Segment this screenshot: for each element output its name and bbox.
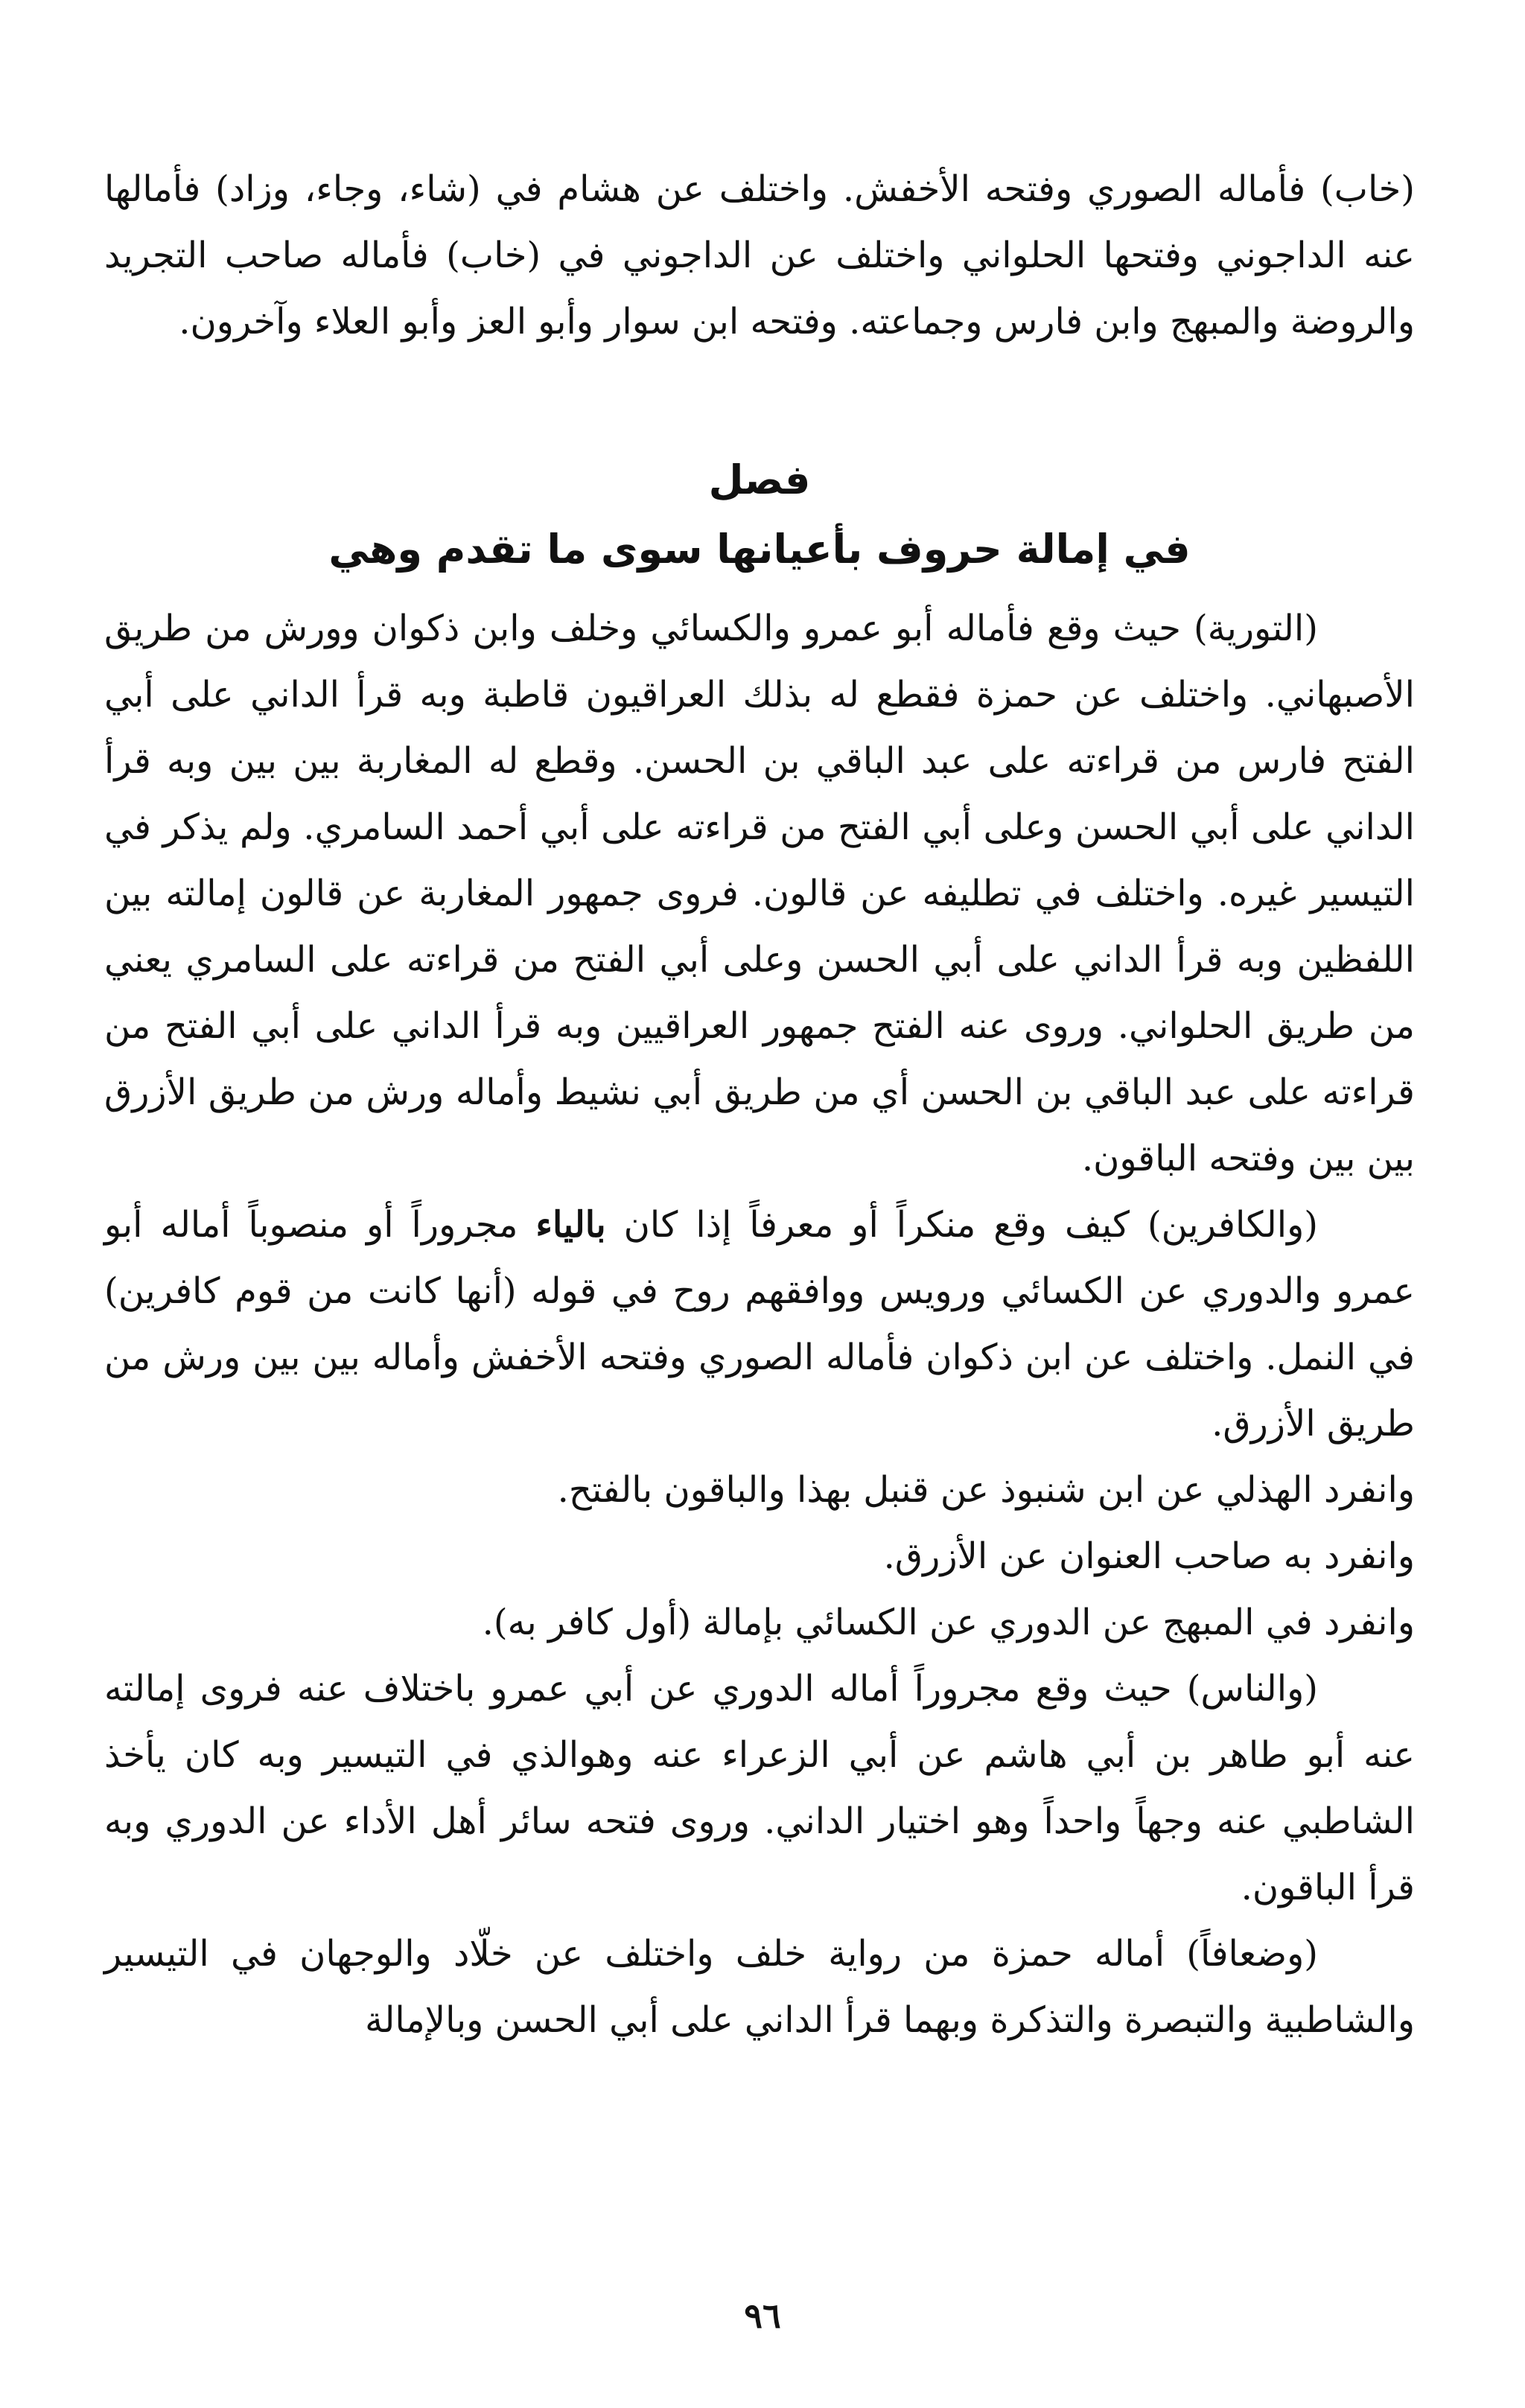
section-subtitle: في إمالة حروف بأعيانها سوى ما تقدم وهي <box>328 526 1191 573</box>
paragraph-unwan: وانفرد به صاحب العنوان عن الأزرق. <box>883 1535 1415 1577</box>
intro-text <box>104 156 1415 355</box>
section-title: فصل <box>708 456 811 503</box>
intro-paragraph: (خاب) فأماله الصوري وفتحه الأخفش. واختلف عن هشام في (شاء، وجاء، وزاد) فأمالها عنه الداجوني وفتحها الحلواني واختلف عن الداجوني في (خاب) فأماله صاحب التجريد والروضة والمبهج وابن فارس وجماعته. وفتحه ابن سوار وأبو العز وأبو العلاء وآخرون. <box>104 168 1415 343</box>
paragraph-tawriya: (التورية) حيث وقع فأماله أبو عمرو والكسائي وخلف وابن ذكوان وورش من طريق الأصبهاني. واختلف عن حمزة فقطع له بذلك العراقيون قاطبة وبه قرأ الداني على أبي الفتح فارس من قراءته على عبد الباقي بن الحسن. وقطع له المغاربة بين بين وبه قرأ الداني على أبي الحسن وعلى أبي الفتح من قراءته على أبي أحمد السامري. ولم يذكر في التيسير غيره. واختلف في تطليفه عن قالون. فروى جمهور المغاربة عن قالون إمالته بين اللفظين وبه قرأ الداني على أبي الحسن وعلى أبي الفتح من قراءته على السامري يعني من طريق الحلواني. وروى عنه الفتح جمهور العراقيين وبه قرأ الداني على أبي الفتح من قراءته على عبد الباقي بن الحسن أي من طريق أبي نشيط وأماله ورش من طريق الأزرق بين بين وفتحه الباقون. <box>104 608 1416 1179</box>
bold-term-bilya: بالياء <box>535 1204 606 1246</box>
paragraph-kafirin-start: (والكافرين) كيف وقع منكراً أو معرفاً إذا كان <box>605 1204 1318 1246</box>
paragraph-kafirin <box>104 1192 1415 1457</box>
body-text <box>104 596 1415 2054</box>
page-number: ٩٦ <box>744 2296 781 2336</box>
paragraph-nas: (والناس) حيث وقع مجروراً أماله الدوري عن أبي عمرو باختلاف عنه فروى إمالته عنه أبو طاهر بن أبي هاشم عن أبي الزعراء عنه وهوالذي في التيسير وبه كان يأخذ الشاطبي عنه وجهاً واحداً وهو اختيار الداني. وروى فتحه سائر أهل الأداء عن الدوري وبه قرأ الباقون. <box>104 1668 1415 1908</box>
paragraph-diafan: (وضعافاً) أماله حمزة من رواية خلف واختلف عن خلّاد والوجهان في التيسير والشاطبية والتبصرة والتذكرة وبهما قرأ الداني على أبي الحسن وبالإمالة <box>104 1933 1415 2041</box>
paragraph-mubhij: وانفرد في المبهج عن الدوري عن الكسائي بإمالة (أول كافر به). <box>482 1602 1415 1643</box>
paragraph-kafirin-end: مجروراً أو منصوباً أماله أبو عمرو والدوري عن الكسائي ورويس ووافقهم روح في قوله (أنها كانت من قوم كافرين) في النمل. واختلف عن ابن ذكوان فأماله الصوري وفتحه الأخفش وأماله بين بين ورش من طريق الأزرق. <box>104 1204 1416 1445</box>
section-heading <box>104 447 1415 585</box>
paragraph-hudhali: وانفرد الهذلي عن ابن شنبوذ عن قنبل بهذا والباقون بالفتح. <box>557 1469 1415 1511</box>
